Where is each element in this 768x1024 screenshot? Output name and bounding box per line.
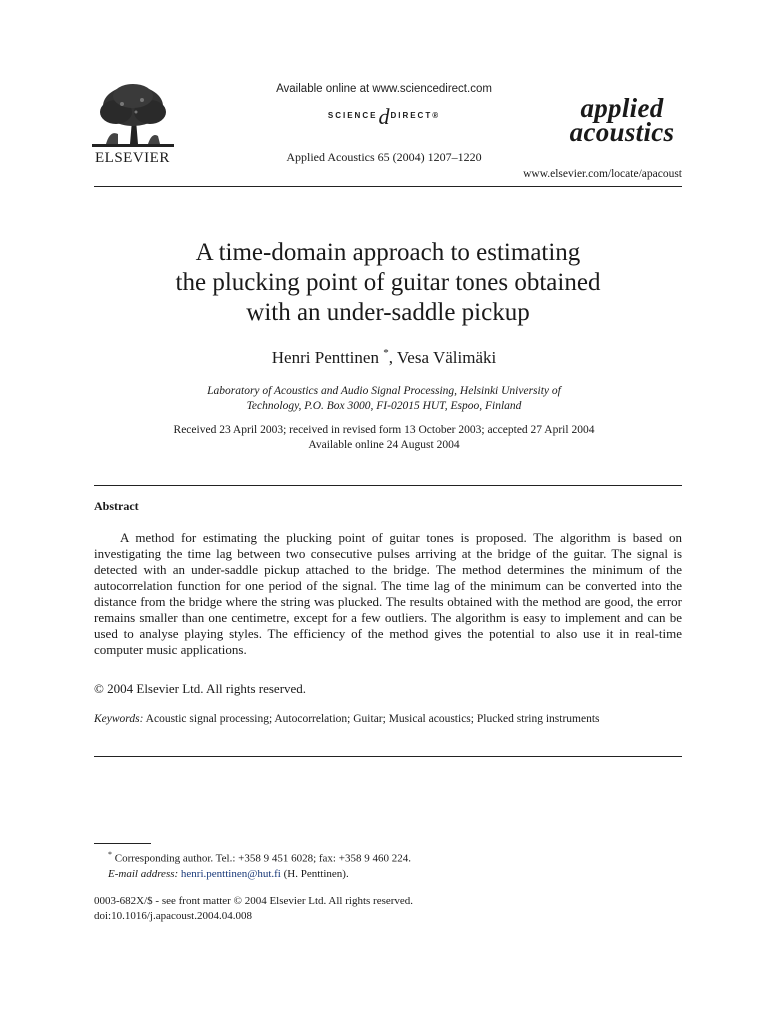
header-rule [94, 186, 682, 187]
footnote [94, 847, 682, 882]
journal-url[interactable]: www.elsevier.com/locate/apacoust [523, 168, 682, 180]
journal-reference: Applied Acoustics 65 (2004) 1207–1220 [286, 150, 482, 164]
available-online-link[interactable]: Available online at www.sciencedirect.com [276, 83, 492, 95]
sciencedirect-at-icon: d [378, 104, 390, 129]
title-line-2: the plucking point of guitar tones obtained [175, 269, 601, 296]
abstract-top-rule [94, 485, 682, 486]
footnote-mark: * [108, 850, 112, 859]
email-suffix: (H. Penttinen). [280, 867, 349, 880]
corresponding-mark[interactable]: * [383, 347, 389, 359]
footnote-corresponding-text: Corresponding author. Tel.: +358 9 451 6028; fax: +358 9 460 224. [114, 852, 411, 865]
received-dates: Received 23 April 2003; received in revised form 13 October 2003; accepted 27 April 2004 [173, 424, 595, 436]
journal-brand [556, 93, 688, 147]
abstract-heading: Abstract [94, 499, 139, 513]
footnote-email [94, 867, 682, 882]
affiliation [120, 384, 648, 414]
front-matter [94, 894, 682, 924]
abstract-bottom-rule [94, 756, 682, 757]
doi-line[interactable]: doi:10.1016/j.apacoust.2004.04.008 [94, 910, 252, 922]
author-1: Henri Penttinen [271, 348, 379, 367]
author-2: Vesa Välimäki [396, 348, 497, 367]
keywords-text: Acoustic signal processing; Autocorrelation; Guitar; Musical acoustics; Plucked string instruments [145, 713, 600, 725]
authors [0, 347, 768, 368]
abstract-copyright: © 2004 Elsevier Ltd. All rights reserved. [94, 681, 307, 696]
sciencedirect-left: SCIENCE [327, 111, 378, 120]
footnote-corresponding [94, 847, 682, 867]
title-line-3: with an under-saddle pickup [246, 299, 530, 326]
brand-line-2: acoustics [569, 117, 675, 147]
issn-line: 0003-682X/$ - see front matter © 2004 Elsevier Ltd. All rights reserved. [94, 895, 414, 907]
email-label: E-mail address: [108, 867, 179, 880]
keywords-label: Keywords: [94, 713, 144, 725]
available-date: Available online 24 August 2004 [308, 439, 460, 451]
abstract-body [94, 530, 682, 658]
title-line-1: A time-domain approach to estimating [195, 239, 581, 266]
email-link[interactable]: henri.penttinen@hut.fi [180, 867, 281, 880]
article-title [94, 238, 682, 328]
author-separator: , [388, 348, 397, 367]
footnote-rule [94, 843, 151, 844]
article-dates [100, 423, 668, 453]
affiliation-line-1: Laboratory of Acoustics and Audio Signal Processing, Helsinki University of [207, 385, 561, 397]
abstract-text: A method for estimating the plucking point of guitar tones is proposed. The algorithm is based on investigating the time lag between two consecutive pulses arriving at the bridge of the guitar. The signal is detected with an under-saddle pickup attached to the bridge. The method determines the minimum of the autocorrelation function for one period of the signal. The time lag of the minimum can be converted into the distance from the bridge where the string was plucked. The results obtained with the method are good, the error remains smaller than one centimetre, except for a few outliers. The algorithm is easy to implement and can be used to analyse playing styles. The efficiency of the method gives the potential to also use it in real-time computer music applications. [94, 530, 682, 657]
keywords [94, 712, 682, 727]
sciencedirect-right: DIRECT® [390, 111, 441, 120]
affiliation-line-2: Technology, P.O. Box 3000, FI-02015 HUT, Espoo, Finland [246, 400, 522, 412]
publisher-name: ELSEVIER [95, 150, 170, 166]
brand-line-1: applied [580, 93, 664, 123]
